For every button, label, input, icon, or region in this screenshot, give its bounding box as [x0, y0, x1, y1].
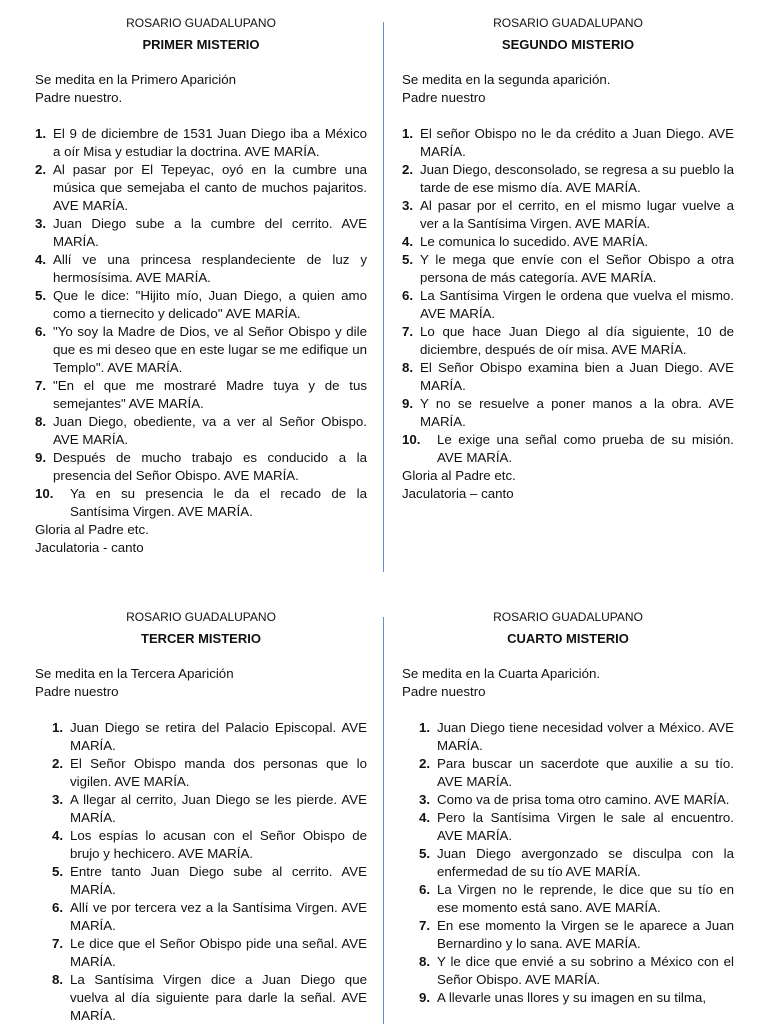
list-item: [402, 755, 734, 791]
decade-list: [402, 719, 734, 1007]
item-number: 5.: [419, 846, 431, 861]
item-text: El Señor Obispo manda dos personas que lo vigilen. AVE MARÍA.: [70, 756, 367, 789]
misterio-section-cuarto: [402, 609, 734, 1007]
item-number: 1.: [402, 126, 414, 141]
list-item: [402, 323, 734, 359]
item-text: A llevarle unas llores y su imagen en su tilma,: [437, 990, 707, 1005]
item-number: 2.: [419, 756, 431, 771]
outro-line: Gloria al Padre etc.: [402, 468, 516, 483]
list-item: [35, 755, 367, 791]
list-item: [402, 125, 734, 161]
item-number: 6.: [419, 882, 431, 897]
item-text: Allí ve por tercera vez a la Santísima Virgen. AVE MARÍA.: [70, 900, 367, 933]
item-text: Que le dice: "Hijito mío, Juan Diego, a quien amo como a tiernecito y delicado" AVE MARÍA.: [53, 288, 367, 321]
item-number: 9.: [402, 396, 414, 411]
item-text: A llegar al cerrito, Juan Diego se les pierde. AVE MARÍA.: [70, 792, 367, 825]
item-number: 3.: [35, 216, 47, 231]
item-text: Le comunica lo sucedido. AVE MARÍA.: [420, 234, 649, 249]
item-text: La Santísima Virgen le ordena que vuelva el mismo. AVE MARÍA.: [420, 288, 734, 321]
decade-list: [35, 125, 367, 521]
section-intro: [402, 665, 734, 701]
item-number: 6.: [35, 324, 47, 339]
item-number: 4.: [419, 810, 431, 825]
item-text: Y no se resuelve a poner manos a la obra. AVE MARÍA.: [420, 396, 734, 429]
item-text: Para buscar un sacerdote que auxilie a su tío. AVE MARÍA.: [437, 756, 734, 789]
column-divider-bottom: [383, 617, 384, 1024]
intro-line: Padre nuestro: [402, 684, 486, 699]
section-title: PRIMER MISTERIO: [142, 37, 260, 52]
item-text: Y le dice que envié a su sobrino a México con el Señor Obispo. AVE MARÍA.: [437, 954, 734, 987]
item-number: 8.: [402, 360, 414, 375]
item-number: 8.: [419, 954, 431, 969]
intro-line: Se medita en la segunda aparición.: [402, 72, 611, 87]
section-title: SEGUNDO MISTERIO: [501, 37, 635, 52]
item-text: Y le mega que envíe con el Señor Obispo a otra persona de más categoría. AVE MARÍA.: [420, 252, 734, 285]
item-text: Le exige una señal como prueba de su misión. AVE MARÍA.: [437, 432, 734, 465]
list-item: [35, 719, 367, 755]
item-text: "Yo soy la Madre de Dios, ve al Señor Obispo y dile que es mi deseo que en este lugar se me edifique un Templo". AVE MARÍA.: [53, 324, 367, 375]
list-item: [402, 251, 734, 287]
item-text: Ya en su presencia le da el recado de la Santísima Virgen. AVE MARÍA.: [70, 486, 367, 519]
item-text: Juan Diego, desconsolado, se regresa a su pueblo la tarde de ese mismo día. AVE MARÍA.: [420, 162, 734, 195]
section-outro: [35, 521, 367, 557]
item-text: Como va de prisa toma otro camino. AVE MARÍA.: [437, 792, 730, 807]
item-number: 4.: [52, 828, 64, 843]
item-number: 4.: [35, 252, 47, 267]
section-outro: [402, 467, 734, 503]
section-title: CUARTO MISTERIO: [507, 631, 629, 646]
item-number: 5.: [402, 252, 414, 267]
list-item: [402, 287, 734, 323]
item-text: Después de mucho trabajo es conducido a la presencia del Señor Obispo. AVE MARÍA.: [53, 450, 367, 483]
item-number: 1.: [35, 126, 47, 141]
list-item: [35, 485, 367, 521]
item-number: 1.: [52, 720, 64, 735]
item-number: 7.: [52, 936, 64, 951]
item-number: 3.: [419, 792, 431, 807]
list-item: [402, 791, 734, 809]
list-item: [402, 233, 734, 251]
section-header: ROSARIO GUADALUPANO: [493, 16, 643, 30]
item-number: 2.: [35, 162, 47, 177]
list-item: [402, 197, 734, 233]
item-text: Allí ve una princesa resplandeciente de luz y hermosísima. AVE MARÍA.: [53, 252, 367, 285]
item-text: "En el que me mostraré Madre tuya y de tus semejantes" AVE MARÍA.: [53, 378, 367, 411]
intro-line: Padre nuestro: [402, 90, 486, 105]
list-item: [35, 215, 367, 251]
item-number: 8.: [52, 972, 64, 987]
item-number: 6.: [402, 288, 414, 303]
outro-line: Jaculatoria - canto: [35, 540, 144, 555]
item-number: 2.: [52, 756, 64, 771]
item-text: Le dice que el Señor Obispo pide una señal. AVE MARÍA.: [70, 936, 367, 969]
item-number: 6.: [52, 900, 64, 915]
item-text: El señor Obispo no le da crédito a Juan Diego. AVE MARÍA.: [420, 126, 734, 159]
intro-line: Padre nuestro: [35, 684, 119, 699]
misterio-section-primero: [35, 15, 367, 557]
list-item: [402, 395, 734, 431]
list-item: [402, 809, 734, 845]
section-title: TERCER MISTERIO: [141, 631, 261, 646]
list-item: [35, 791, 367, 827]
section-intro: [35, 71, 367, 107]
item-text: Al pasar por El Tepeyac, oyó en la cumbre una música que semejaba el canto de muchos pajaritos. AVE MARÍA.: [53, 162, 367, 213]
section-header: ROSARIO GUADALUPANO: [493, 610, 643, 624]
decade-list: [35, 719, 367, 1025]
list-item: [402, 989, 734, 1007]
list-item: [35, 827, 367, 863]
list-item: [35, 971, 367, 1025]
section-intro: [402, 71, 734, 107]
item-number: 2.: [402, 162, 414, 177]
list-item: [402, 881, 734, 917]
list-item: [35, 377, 367, 413]
list-item: [402, 161, 734, 197]
item-number: 9.: [35, 450, 47, 465]
item-text: En ese momento la Virgen se le aparece a Juan Bernardino y lo sana. AVE MARÍA.: [437, 918, 734, 951]
list-item: [35, 935, 367, 971]
item-number: 8.: [35, 414, 47, 429]
item-number: 7.: [419, 918, 431, 933]
item-number: 10.: [402, 432, 421, 447]
list-item: [35, 323, 367, 377]
list-item: [402, 953, 734, 989]
section-intro: [35, 665, 367, 701]
item-text: Entre tanto Juan Diego sube al cerrito. AVE MARÍA.: [70, 864, 367, 897]
list-item: [402, 845, 734, 881]
item-number: 3.: [402, 198, 414, 213]
item-text: Pero la Santísima Virgen le sale al encuentro. AVE MARÍA.: [437, 810, 734, 843]
list-item: [402, 359, 734, 395]
list-item: [402, 719, 734, 755]
item-number: 9.: [419, 990, 431, 1005]
item-text: Juan Diego avergonzado se disculpa con la enfermedad de su tío AVE MARÍA.: [437, 846, 734, 879]
item-text: Juan Diego sube a la cumbre del cerrito. AVE MARÍA.: [53, 216, 367, 249]
item-text: Juan Diego se retira del Palacio Episcopal. AVE MARÍA.: [70, 720, 367, 753]
outro-line: Jaculatoria – canto: [402, 486, 514, 501]
list-item: [402, 917, 734, 953]
item-text: La Santísima Virgen dice a Juan Diego que vuelva al día siguiente para darle la señal. AVE MARÍA.: [70, 972, 367, 1023]
item-number: 4.: [402, 234, 414, 249]
list-item: [402, 431, 734, 467]
intro-line: Se medita en la Tercera Aparición: [35, 666, 234, 681]
list-item: [35, 899, 367, 935]
list-item: [35, 251, 367, 287]
outro-line: Gloria al Padre etc.: [35, 522, 149, 537]
section-header: ROSARIO GUADALUPANO: [126, 16, 276, 30]
item-text: El 9 de diciembre de 1531 Juan Diego iba a México a oír Misa y estudiar la doctrina. AVE MARÍA.: [53, 126, 367, 159]
intro-line: Se medita en la Primero Aparición: [35, 72, 237, 87]
item-number: 5.: [52, 864, 64, 879]
column-divider-top: [383, 22, 384, 572]
list-item: [35, 161, 367, 215]
list-item: [35, 449, 367, 485]
list-item: [35, 863, 367, 899]
item-text: Los espías lo acusan con el Señor Obispo de brujo y hechicero. AVE MARÍA.: [70, 828, 367, 861]
list-item: [35, 125, 367, 161]
item-text: Juan Diego tiene necesidad volver a México. AVE MARÍA.: [437, 720, 734, 753]
item-number: 1.: [419, 720, 431, 735]
item-number: 7.: [402, 324, 414, 339]
item-text: Lo que hace Juan Diego al día siguiente, 10 de diciembre, después de oír misa. AVE MARÍA.: [420, 324, 734, 357]
item-text: Al pasar por el cerrito, en el mismo lugar vuelve a ver a la Santísima Virgen. AVE MARÍA.: [420, 198, 734, 231]
item-number: 5.: [35, 288, 47, 303]
item-number: 10.: [35, 486, 54, 501]
section-header: ROSARIO GUADALUPANO: [126, 610, 276, 624]
item-number: 7.: [35, 378, 47, 393]
intro-line: Padre nuestro.: [35, 90, 123, 105]
list-item: [35, 413, 367, 449]
misterio-section-segundo: [402, 15, 734, 503]
item-text: La Virgen no le reprende, le dice que su tío en ese momento está sano. AVE MARÍA.: [437, 882, 734, 915]
item-text: El Señor Obispo examina bien a Juan Diego. AVE MARÍA.: [420, 360, 734, 393]
list-item: [35, 287, 367, 323]
item-number: 3.: [52, 792, 64, 807]
intro-line: Se medita en la Cuarta Aparición.: [402, 666, 601, 681]
misterio-section-tercero: [35, 609, 367, 1025]
decade-list: [402, 125, 734, 467]
item-text: Juan Diego, obediente, va a ver al Señor Obispo. AVE MARÍA.: [53, 414, 367, 447]
